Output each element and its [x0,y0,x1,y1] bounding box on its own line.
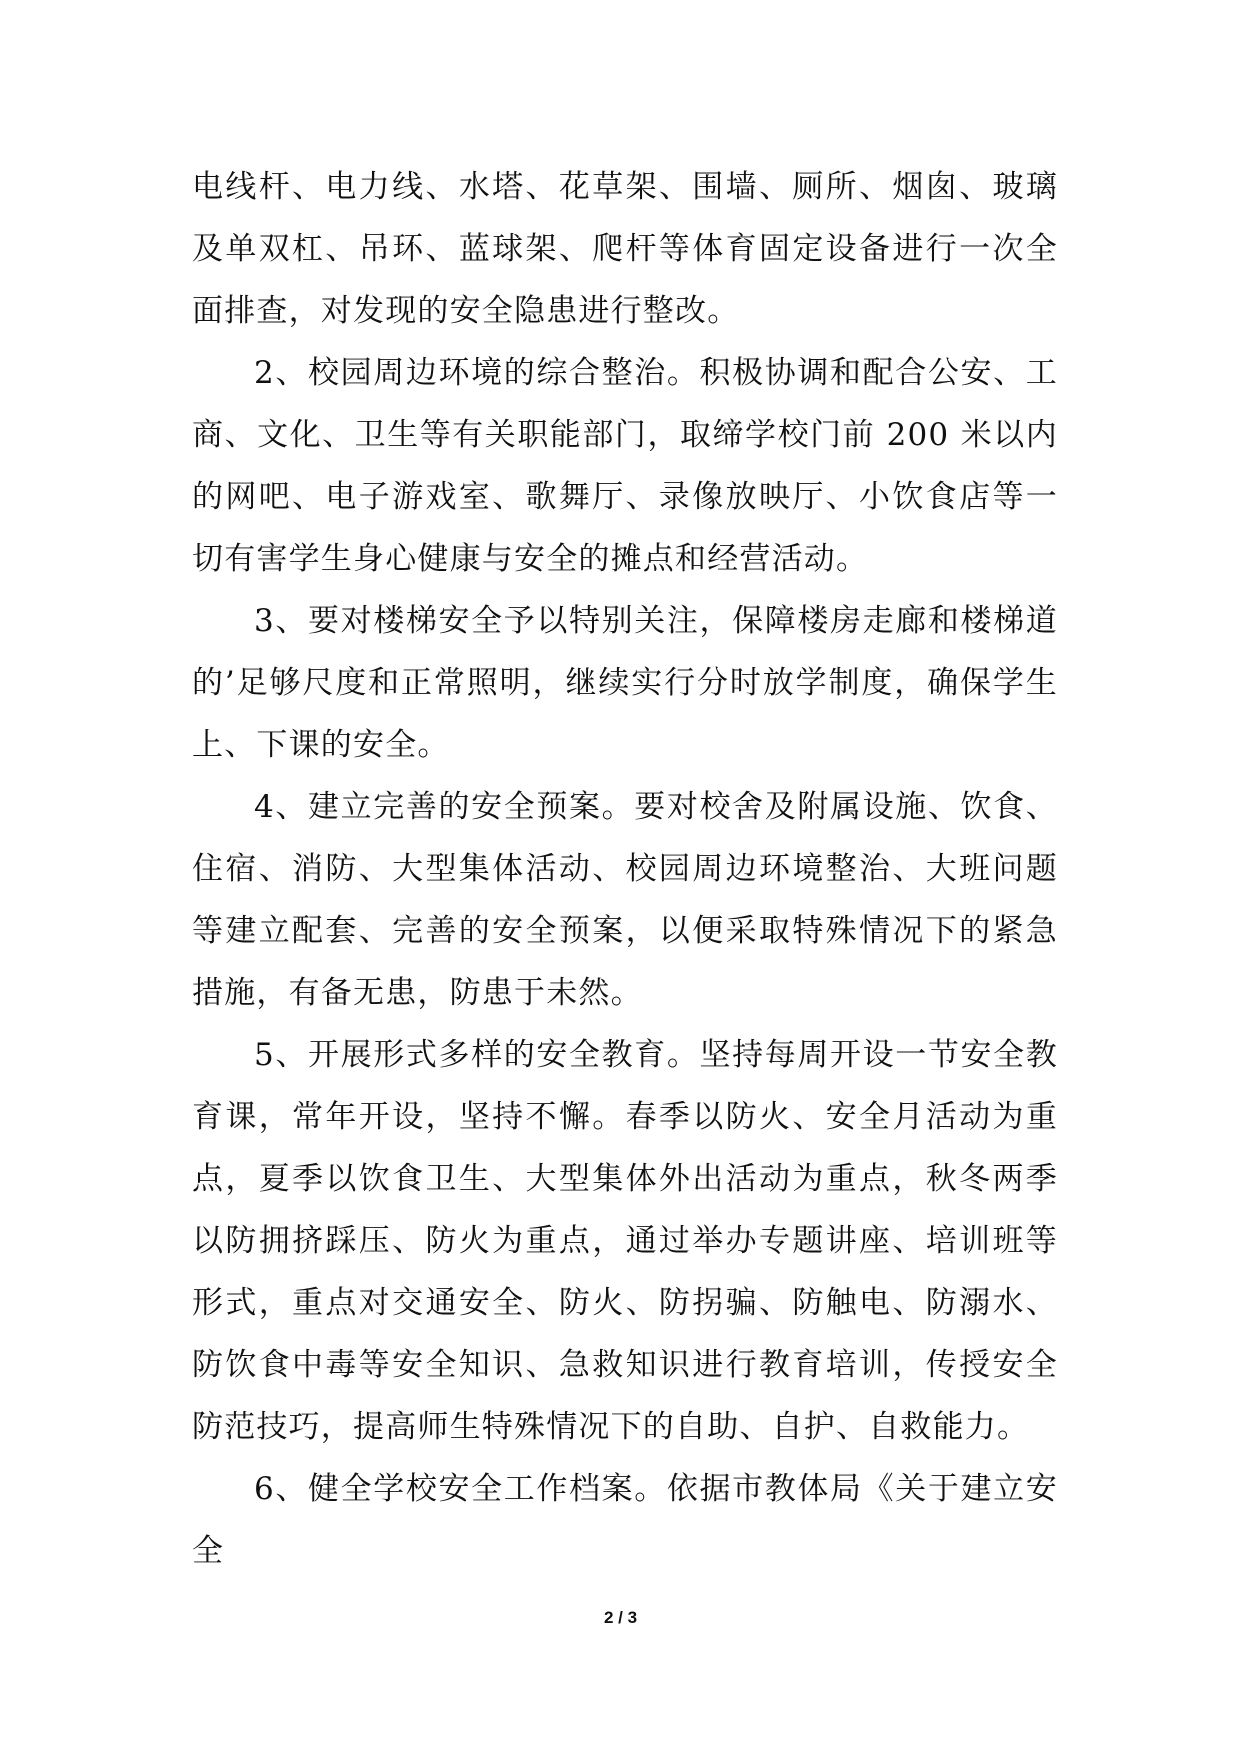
page-number: 2 / 3 [603,1608,638,1627]
paragraph-5: 5、开展形式多样的安全教育。坚持每周开设一节安全教育课，常年开设，坚持不懈。春季以防火、安全月活动为重点，夏季以饮食卫生、大型集体外出活动为重点，秋冬两季以防拥挤踩压、防火为重点，通过举办专题讲座、培训班等形式，重点对交通安全、防火、防拐骗、防触电、防溺水、防饮食中毒等安全知识、急救知识进行教育培训，传授安全防范技巧，提高师生特殊情况下的自助、自护、自救能力。 [192,1037,1058,1445]
paragraph-3: 3、要对楼梯安全予以特别关注，保障楼房走廊和楼梯道的’足够尺度和正常照明，继续实行分时放学制度，确保学生上、下课的安全。 [192,603,1058,763]
paragraph-4: 4、建立完善的安全预案。要对校舍及附属设施、饮食、住宿、消防、大型集体活动、校园周边环境整治、大班问题等建立配套、完善的安全预案，以便采取特殊情况下的紧急措施，有备无患，防患于未然。 [192,789,1058,1011]
document-body [192,156,1058,1582]
paragraph-6: 6、健全学校安全工作档案。依据市教体局《关于建立安全 [192,1471,1058,1569]
paragraph-1: 电线杆、电力线、水塔、花草架、围墙、厕所、烟囱、玻璃及单双杠、吊环、蓝球架、爬杆等体育固定设备进行一次全面排查，对发现的安全隐患进行整改。 [192,169,1058,329]
paragraph-2: 2、校园周边环境的综合整治。积极协调和配合公安、工商、文化、卫生等有关职能部门，取缔学校门前 200 米以内的网吧、电子游戏室、歌舞厅、录像放映厅、小饮食店等一切有害学生身心健康与安全的摊点和经营活动。 [192,355,1058,577]
